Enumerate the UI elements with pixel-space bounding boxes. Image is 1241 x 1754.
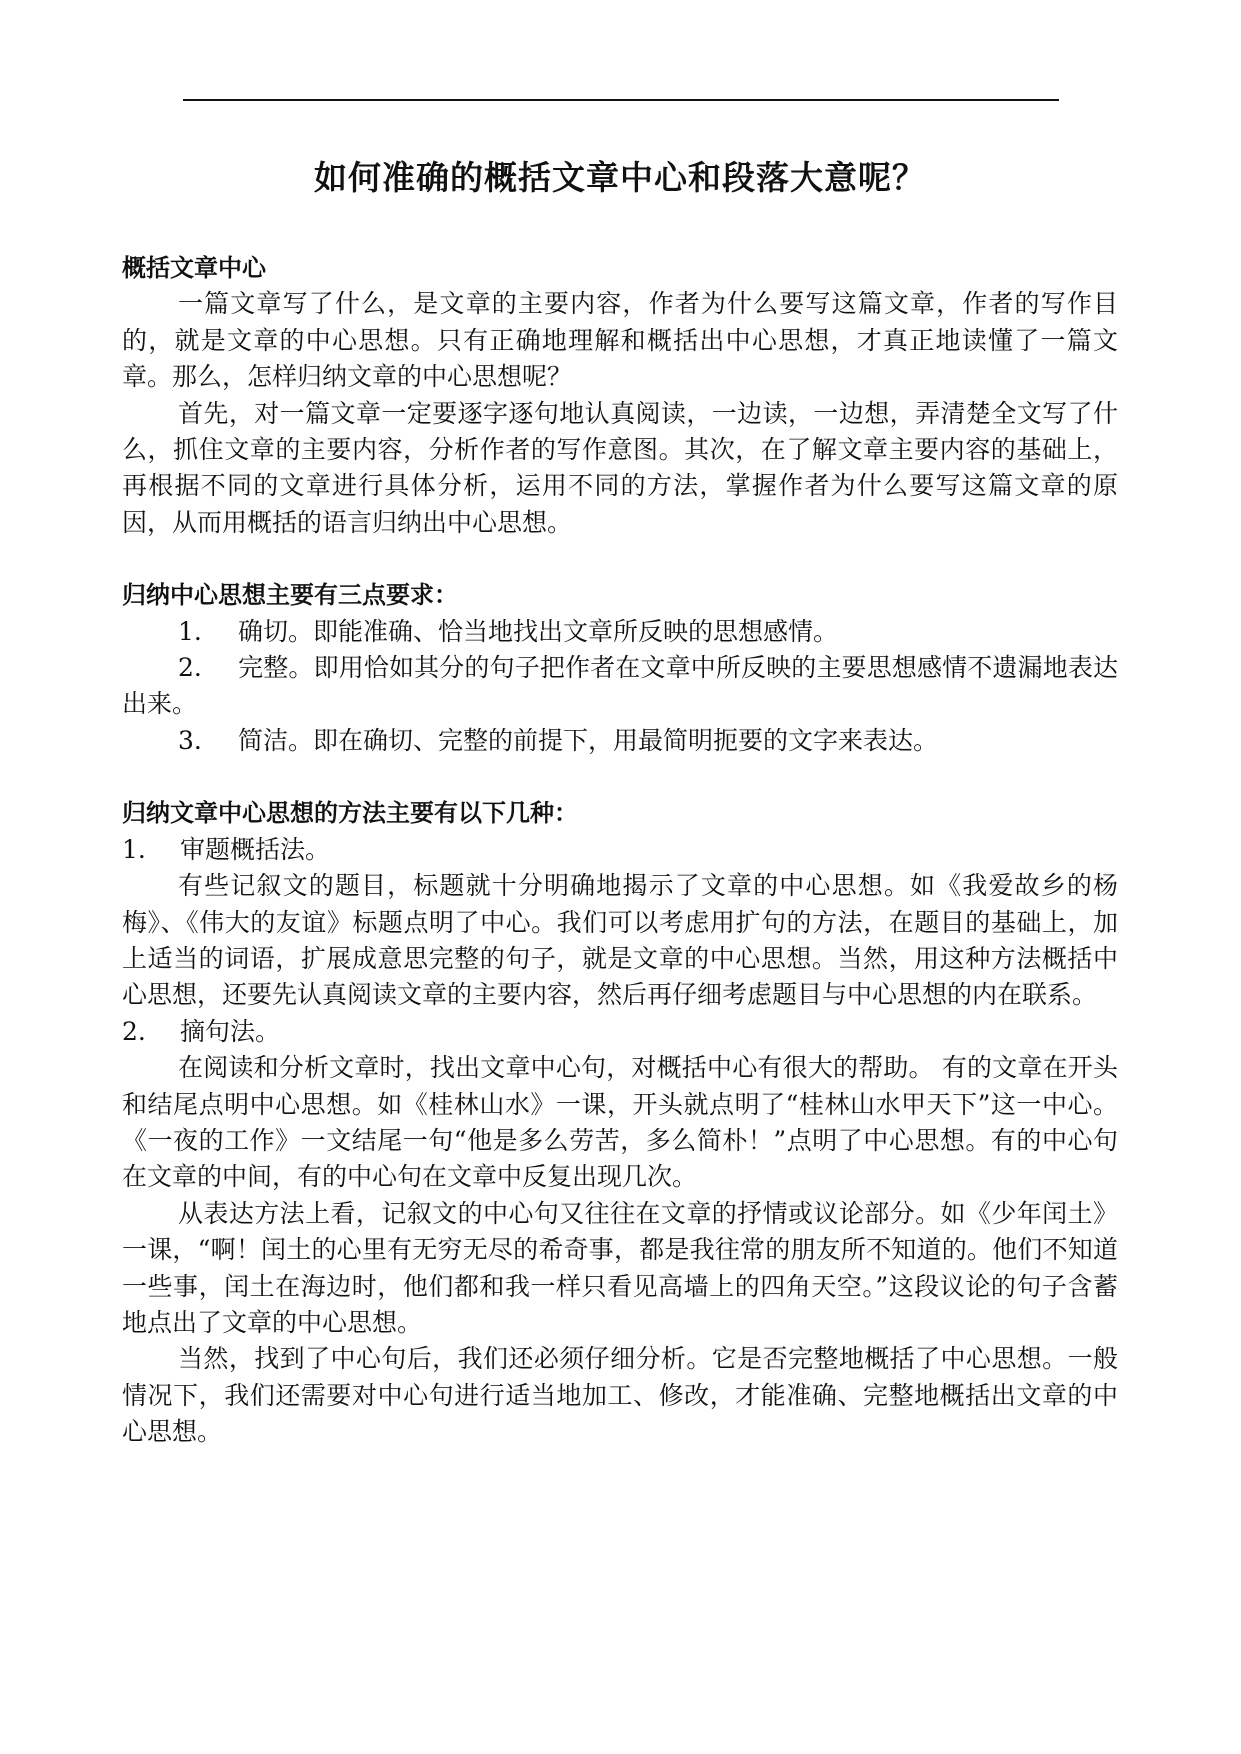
list-item bbox=[122, 650, 1118, 723]
paragraph: 有些记叙文的题目，标题就十分明确地揭示了文章的中心思想。如《我爱故乡的杨梅》、《伟大的友谊》标题点明了中心。我们可以考虑用扩句的方法，在题目的基础上，加上适当的词语，扩展成意思完整的句子，就是文章的中心思想。当然，用这种方法概括中心思想，还要先认真阅读文章的主要内容，然后再仔细考虑题目与中心思想的内在联系。 bbox=[122, 871, 1118, 1010]
list-item bbox=[122, 614, 1118, 650]
spacer bbox=[122, 759, 1118, 795]
method-title bbox=[122, 832, 1118, 868]
spacer bbox=[122, 541, 1118, 577]
method-title bbox=[122, 1014, 1118, 1050]
list-number: 3. bbox=[178, 725, 202, 755]
method-number: 2. bbox=[122, 1016, 146, 1046]
method-number: 1. bbox=[122, 834, 146, 864]
list-number: 1. bbox=[178, 616, 202, 646]
list-text: 完整。即用恰如其分的句子把作者在文章中所反映的主要思想感情不遗漏地表达出来。 bbox=[122, 653, 1118, 719]
document-body bbox=[122, 250, 1118, 1451]
list-item bbox=[122, 723, 1118, 759]
document-title: 如何准确的概括文章中心和段落大意呢？ bbox=[314, 158, 926, 197]
list-text: 确切。即能准确、恰当地找出文章所反映的思想感情。 bbox=[238, 616, 839, 646]
paragraph: 从表达方法上看，记叙文的中心句又往往在文章的抒情或议论部分。如《少年闰土》一课，“啊！闰土的心里有无穷无尽的希奇事，都是我往常的朋友所不知道的。他们不知道一些事，闰土在海边时，他们都和我一样只看见高墙上的四角天空。”这段议论的句子含蓄地点出了文章的中心思想。 bbox=[122, 1198, 1118, 1337]
method-name: 摘句法。 bbox=[180, 1016, 281, 1046]
section-heading-requirements: 归纳中心思想主要有三点要求： bbox=[122, 580, 458, 610]
paragraph: 当然，找到了中心句后，我们还必须仔细分析。它是否完整地概括了中心思想。一般情况下，我们还需要对中心句进行适当地加工、修改，才能准确、完整地概括出文章的中心思想。 bbox=[122, 1344, 1118, 1447]
paragraph: 在阅读和分析文章时，找出文章中心句，对概括中心有很大的帮助。 有的文章在开头和结尾点明中心思想。如《桂林山水》一课，开头就点明了“桂林山水甲天下”这一中心。《一夜的工作》一文结尾一句“他是多么劳苦，多么简朴！”点明了中心思想。有的中心句在文章的中间，有的中心句在文章中反复出现几次。 bbox=[122, 1053, 1118, 1192]
paragraph: 一篇文章写了什么，是文章的主要内容，作者为什么要写这篇文章，作者的写作目的，就是文章的中心思想。只有正确地理解和概括出中心思想，才真正地读懂了一篇文章。那么，怎样归纳文章的中心思想呢？ bbox=[122, 289, 1118, 392]
section-heading-methods: 归纳文章中心思想的方法主要有以下几种： bbox=[122, 798, 578, 828]
paragraph: 首先，对一篇文章一定要逐字逐句地认真阅读，一边读，一边想，弄清楚全文写了什么，抓住文章的主要内容，分析作者的写作意图。其次，在了解文章主要内容的基础上，再根据不同的文章进行具体分析，运用不同的方法，掌握作者为什么要写这篇文章的原因，从而用概括的语言归纳出中心思想。 bbox=[122, 398, 1118, 537]
list-number: 2. bbox=[178, 653, 202, 683]
header-rule bbox=[183, 99, 1059, 101]
method-name: 审题概括法。 bbox=[180, 834, 331, 864]
list-text: 简洁。即在确切、完整的前提下，用最简明扼要的文字来表达。 bbox=[238, 725, 939, 755]
section-heading-summary: 概括文章中心 bbox=[122, 253, 266, 282]
